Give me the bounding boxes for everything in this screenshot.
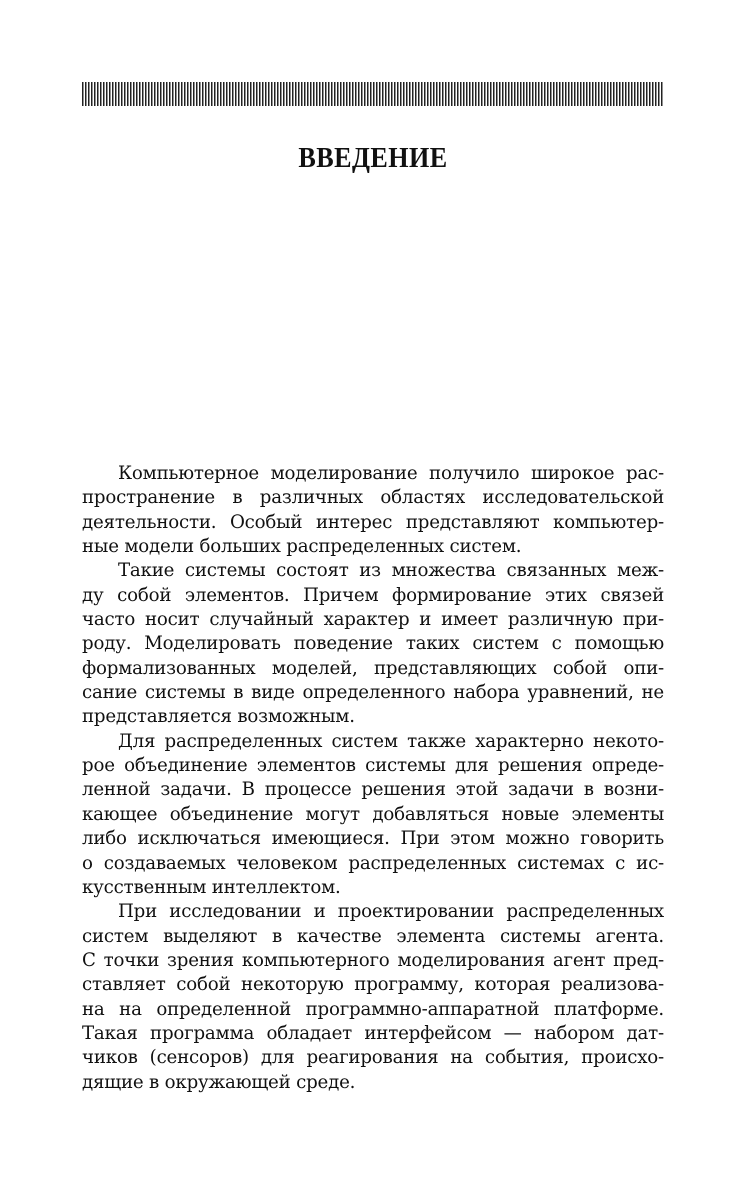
text-line: пространение в различных областях исследовательской <box>82 487 664 509</box>
paragraph <box>82 559 664 729</box>
text-line: дящие в окружающей среде. <box>82 1071 356 1093</box>
text-line: систем выделяют в качестве элемента системы агента. <box>82 925 664 947</box>
text-line: кусственным интеллектом. <box>82 876 341 898</box>
paragraph <box>82 462 664 559</box>
header-rule <box>82 82 664 106</box>
text-line: роду. Моделировать поведение таких систем с помощью <box>82 633 664 655</box>
text-line: представляется возможным. <box>82 706 355 728</box>
text-line: кающее объединение могут добавляться новые элементы <box>82 803 664 825</box>
text-line: на на определенной программно-аппаратной платформе. <box>82 998 664 1020</box>
text-line: сание системы в виде определенного набора уравнений, не <box>82 682 664 704</box>
text-line: чиков (сенсоров) для реагирования на события, происхо- <box>82 1047 664 1069</box>
text-line: Компьютерное моделирование получило широкое рас- <box>118 463 664 484</box>
text-line: ду собой элементов. Причем формирование этих связей <box>82 584 664 606</box>
text-line: о создаваемых человеком распределенных системах с ис- <box>82 852 664 874</box>
text-line: часто носит случайный характер и имеет различную при- <box>82 609 664 631</box>
text-line: формализованных моделей, представляющих собой опи- <box>82 657 664 679</box>
text-line: ставляет собой некоторую программу, которая реализова- <box>82 974 664 996</box>
body-text <box>82 462 664 1095</box>
text-line: ленной задачи. В процессе решения этой задачи в возни- <box>82 779 664 801</box>
text-line: При исследовании и проектировании распределенных <box>118 901 664 923</box>
text-line: деятельности. Особый интерес представляют компьютер- <box>82 511 664 533</box>
text-line: рое объединение элементов системы для решения опреде- <box>82 755 664 777</box>
text-line: Для распределенных систем также характерно некото- <box>118 730 664 752</box>
text-line: либо исключаться имеющиеся. При этом можно говорить <box>82 828 664 850</box>
chapter-title: ВВЕДЕНИЕ <box>298 142 448 174</box>
paragraph <box>82 900 664 1095</box>
text-line: ные модели больших распределенных систем. <box>82 536 522 558</box>
text-line: Такая программа обладает интерфейсом — набором дат- <box>82 1022 664 1044</box>
text-line: С точки зрения компьютерного моделирования агент пред- <box>82 949 664 971</box>
paragraph <box>82 730 664 900</box>
text-line: Такие системы состоят из множества связанных меж- <box>118 560 664 582</box>
